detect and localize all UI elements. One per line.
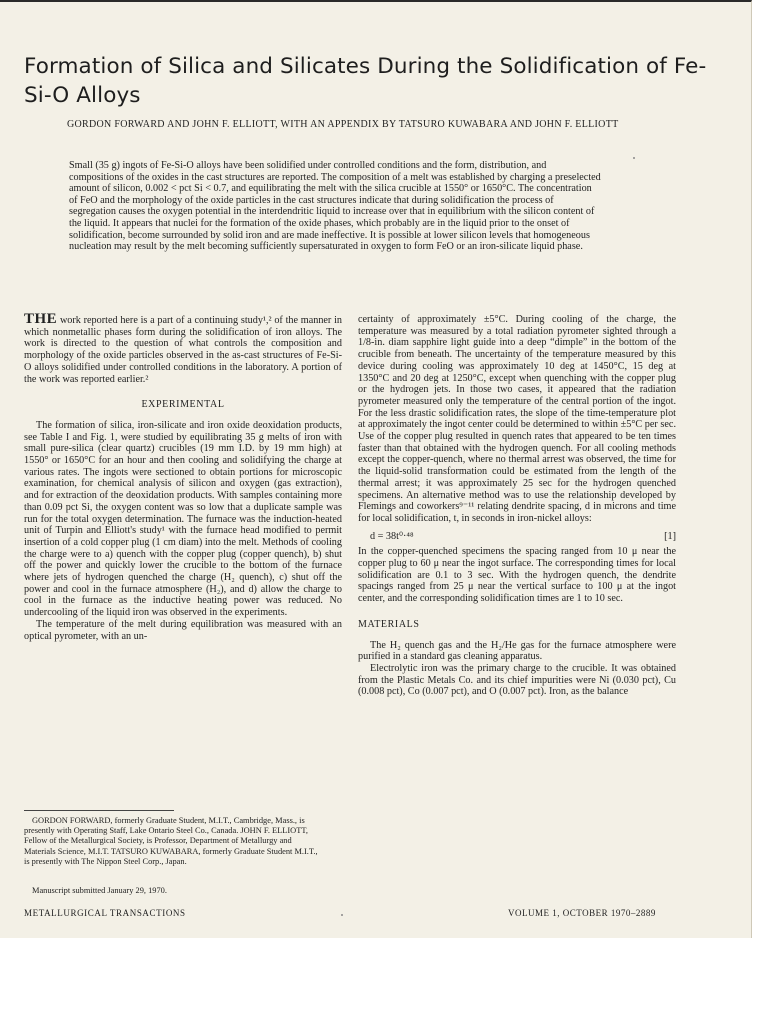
intro-text: work reported here is a part of a continuing study¹,² of the manner in which nonmetallic phases form during the solidification of iron alloys. The work is directed to the question of what controls the composition and morphology of the oxide particles observed in the as-cast structures of Fe-Si-O alloys solidified under controlled conditions in the laboratory. A portion of the work was reported earlier.² [24,315,342,385]
right-paragraph-1: certainty of approximately ±5°C. During cooling of the charge, the temperature was measured by a total radiation pyrometer sighted through a 1/8-in. diam sapphire light guide into a deep “dimple” in the bottom of the crucible from beneath. The uncertainty of the temperature measured by this device during cooling was approximately 10 deg at 1450°C, 15 deg at 1350°C and 20 deg at 1250°C, except when quenching with the copper plug or the hydrogen jets. In those two cases, it appeared that the radiation pyrometer measured only the temperature of the central portion of the ingot. For the less drastic solidification rates, the slope of the time-temperature plot at approximately the ingot center could be determined to within ±5°C per sec. Use of the copper plug resulted in quench rates that appeared to be ten times faster than that obtained with the hydrogen quench. For all cooling methods except the copper-quench, where no thermal arrest was observed, the time for the liquid-solid transformation could be estimated from the length of the thermal arrest; it was approximately 25 sec for the hydrogen quenched specimens. An alternative method was to use the relationship developed by Flemings and coworkers⁹⁻¹¹ relating dendrite spacing, d in microns and time for local solidification, t, in seconds in iron-nickel alloys: [358,314,676,524]
article-abstract: Small (35 g) ingots of Fe-Si-O alloys have been solidified under controlled conditions and the form, distribution, and compositions of the oxides in the cast structures are reported. The composition of a melt was established by charging a preselected amount of silicon, 0.002 < pct Si < 0.7, and equilibrating the melt with the silica crucible at 1550° or 1650°C. The concentration of FeO and the morphology of the oxide particles in the cast structures indicate that during solidification the process of segregation causes the oxygen potential in the interdendritic liquid to increase over that in equilibrium with the silicon content of the liquid. It appears that nuclei for the formation of the oxide phases, which probably are in the liquid prior to the onset of solidification, become surrounded by solid iron and are made ineffective. It is possible at lower silicon levels that homogeneous nucleation may result by the melt becoming sufficiently supersaturated in oxygen to form FeO or an iron-silicate liquid phase. [69,160,601,253]
right-paragraph-2: In the copper-quenched specimens the spacing ranged from 10 μ near the copper plug to 60 μ near the ingot surface. The corresponding times for local solidification are 0.1 to 3 sec. With the hydrogen quench, the dendrite spacings ranged from 25 μ near the vertical surface to 100 μ at the ingot center, and the corresponding solidification times are 1 to 10 sec. [358,546,676,605]
equation-number: [1] [664,530,676,542]
article-title: Formation of Silica and Silicates During the Solidification of Fe-Si-O Alloys [24,54,707,108]
equation-expression: d = 38t⁰·⁴⁸ [370,530,414,542]
section-heading-materials: MATERIALS [358,618,420,630]
footer-volume-page: VOLUME 1, OCTOBER 1970–2889 [508,908,656,918]
equation-1 [358,531,676,543]
experimental-paragraph-2: The temperature of the melt during equilibration was measured with an optical pyrometer, with an un- [24,618,342,642]
paper-speck [633,157,635,159]
experimental-paragraph-1: The formation of silica, iron-silicate and iron oxide deoxidation products, see Table I and Fig. 1, were studied by equilibrating 35 g melts of iron with small pure-silica (clear quartz) crucibles (19 mm I.D. by 19 mm high) at 1550° or 1650°C for an hour and then cooling and solidifying the charge at various rates. The ingots were sectioned to obtain portions for microscopic examination, for chemical analysis of silicon and oxygen (gas extraction), and for extraction of the deoxidation products. With samples containing more than 0.09 pct Si, the oxygen content was so low that a duplicate sample was run for the total oxygen determination. The furnace was the induction-heated unit of Turpin and Elliott's study¹ with the furnace head modified to permit insertion of a cold copper plug (1 cm diam) into the melt. Methods of cooling the charge were to a) quench with the copper plug (copper quench), b) shut off the power and quickly lower the crucible to the bottom of the furnace where jets of hydrogen quenched the charge (H₂ quench), c) shut off the power and cool in the furnace atmosphere (H₂), and d) allow the charge to cool in the furnace as the inductive heating power was reduced. No undercooling of the liquid iron was observed in the experiments. [24,419,342,619]
materials-paragraph-2: Electrolytic iron was the primary charge to the crucible. It was obtained from the Plastic Metals Co. and its chief impurities were Ni (0.030 pct), Cu (0.008 pct), Co (0.007 pct), and O (0.007 pct). Iron, as the balance [358,662,676,698]
footer-journal-name: METALLURGICAL TRANSACTIONS [24,908,186,918]
author-affiliations-footnote: GORDON FORWARD, formerly Graduate Student, M.I.T., Cambridge, Mass., is presently with Operating Staff, Lake Ontario Steel Co., Canada. JOHN F. ELLIOTT, Fellow of the Metallurgical Society, is Professor, Department of Metallurgy and Materials Science, M.I.T. TATSURO KUWABARA, formerly Graduate Student M.I.T., is presently with The Nippon Steel Corp., Japan. [24,816,318,866]
paper-speck [341,914,343,916]
left-column [24,311,342,642]
manuscript-submitted-note: Manuscript submitted January 29, 1970. [32,886,167,895]
materials-paragraph-1: The H₂ quench gas and the H₂/He gas for the furnace atmosphere were purified in a standard gas cleaning apparatus. [358,639,676,663]
right-column [358,314,676,698]
section-heading-experimental: EXPERIMENTAL [141,399,225,411]
intro-drop-cap: THE [24,311,58,327]
footnote-divider [24,810,174,811]
intro-paragraph [24,311,342,385]
article-authors: GORDON FORWARD AND JOHN F. ELLIOTT, WITH AN APPENDIX BY TATSURO KUWABARA AND JOHN F. ELLIOTT [67,119,619,130]
